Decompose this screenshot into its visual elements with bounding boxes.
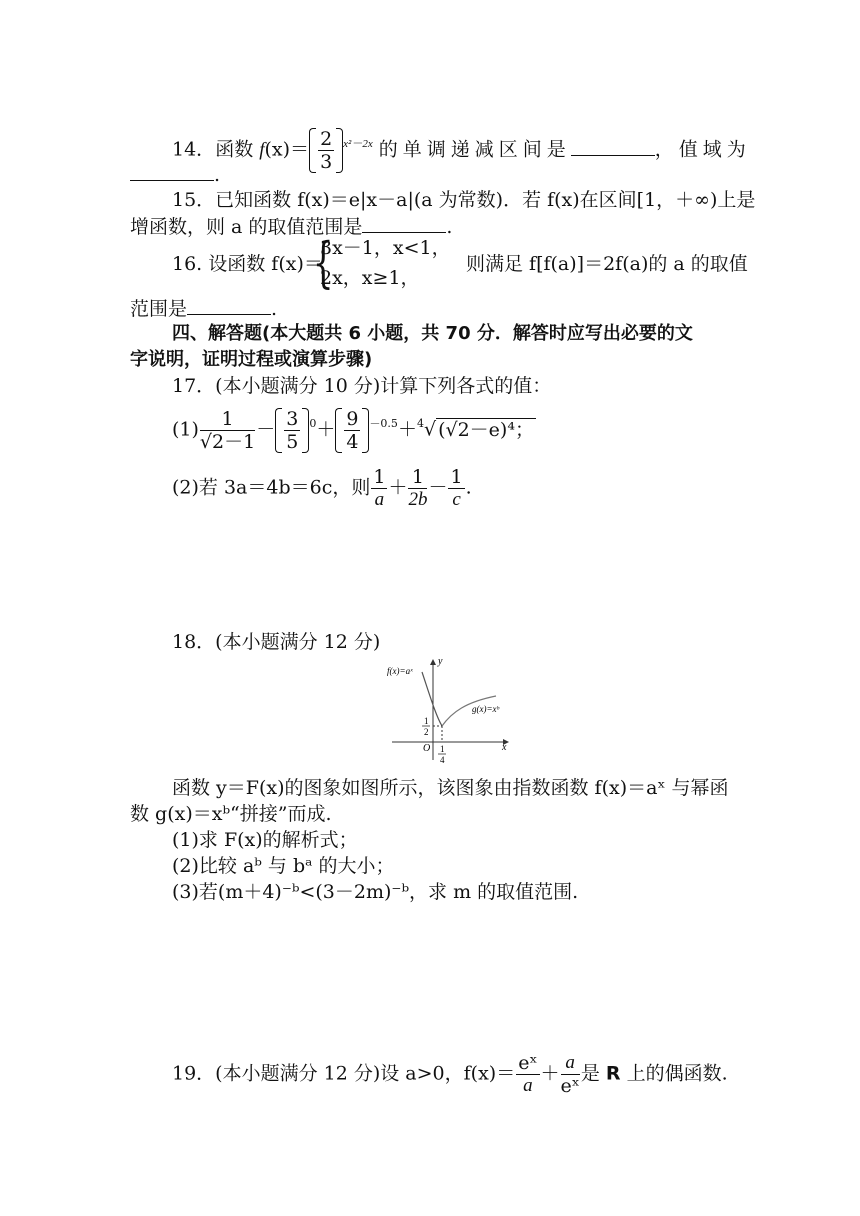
q18-sub1: (1)求 F(x)的解析式； [172,829,358,851]
q17-p1-root-sign: √ [423,418,437,441]
q17-p2-f2 [408,466,427,511]
q17-p1-f1-den: 5 [286,431,299,453]
q17-p1-f1 [275,408,309,453]
q14-line2 [130,162,220,187]
q14-blank-1[interactable] [571,137,655,156]
q17-p2-f3-num: 1 [450,466,463,488]
q16-end: . [271,298,278,320]
q17-part2: (2)若 3a＝4b＝6c，则 $\frac{1}{a}$ ＋ $\frac{1}{2b}$ － $\frac{1}{c}$ . [172,466,472,510]
q14-exponent: x²－2x [343,137,373,150]
q17-p1-den: √2－1 [199,431,256,453]
q14-base-den: 3 [320,151,333,173]
q14-text-c: 的单调递减区间是 [378,138,571,161]
q17-p1-f1-num: 3 [286,408,299,430]
q17-p2-f3 [448,466,464,511]
graph-label-y: y [438,656,443,667]
graph-label-f: f(x)=aˣ [387,666,413,676]
q17-p1-exp0: 0 [309,416,317,430]
section-4-line1: 四、解答题(本大题共 6 小题，共 70 分．解答时应写出必要的文 [172,323,693,344]
question-19: 19．(本小题满分 12 分)设 a>0，f(x)＝ $\frac{\text{eˣ}}{a}$ ＋ $\frac{a}{\text{eˣ}}$ 是 R 上的偶函数. [172,1052,728,1097]
q19-text-c: 上的偶函数. [626,1062,728,1085]
q19-f2-num: a [561,1052,580,1075]
q16-blank[interactable] [187,296,271,315]
q15-blank[interactable] [362,214,446,233]
q16-suffix: 则满足 f[f(a)]＝2f(a)的 a 的取值 [466,253,748,275]
q19-f1 [516,1052,539,1097]
q17-p1-label: (1) [172,418,199,441]
q14-blank-2[interactable] [130,162,214,181]
q17-p2-f1-num: 1 [373,466,386,488]
q14-f: f [259,139,265,161]
q17-p2-end: . [465,476,472,499]
q14-number: 14． [172,138,216,161]
question-16-prefix: 16. 设函数 f(x)＝ [172,253,323,275]
q17-p1-exp1: －0.5 [369,416,398,430]
graph-label-o: O [423,743,431,754]
q17-p2-text: (2)若 3a＝4b＝6c，则 [172,476,371,499]
graph-half-den: 2 [424,727,429,737]
q14-text-e: . [214,164,221,186]
q17-p2-f1 [371,466,387,511]
q16-line2 [130,296,277,321]
q18-desc1: 函数 y＝F(x)的图象如图所示，该图象由指数函数 f(x)＝aˣ 与幂函 [172,777,729,799]
q19-f2-den: eˣ [560,1075,580,1097]
q18-sub2: (2)比较 aᵇ 与 bᵃ 的大小； [172,855,395,877]
q14-base-num: 2 [320,128,333,150]
q19-text-b: 是 [580,1062,600,1085]
q17-part1: (1) $\frac{1}{√2-1}$ － $\frac{3}{5}$ $^0$＋ $\frac{9}{4}$ $^{-0.5}$＋$^4$√ (√2－e)⁴； [172,408,534,453]
q17-p1-num: 1 [200,408,255,431]
q14-text-a: 函数 [215,138,260,161]
q17-p1-f2-num: 9 [346,408,359,430]
q17-p2-f3-den: c [452,489,461,510]
q17-p2-f2-num: 1 [408,466,427,489]
q16-case2: 2x，x≥1， [320,267,420,289]
q17-p1-frac [200,408,255,453]
q15-end: . [446,216,453,238]
q19-bold-r: R [605,1062,621,1085]
q17-p2-f1-den: a [374,489,385,510]
q18-desc2: 数 g(x)＝xᵇ“拼接”而成. [130,803,332,825]
q14-text-d: ，值域为 [654,138,751,161]
question-17-title: 17．(本小题满分 10 分)计算下列各式的值： [172,375,552,397]
q14-base-fraction [309,128,343,173]
q14-text-b: (x)＝ [264,138,310,161]
q19-f1-num: eˣ [518,1052,538,1074]
question-15-line1: 15．已知函数 f(x)＝e|x－a|(a 为常数)．若 f(x)在区间[1，＋∞)上是 [172,189,756,211]
q17-p1-root-index: 4 [416,416,424,430]
q18-sub3: (3)若(m＋4)⁻ᵇ<(3－2m)⁻ᵇ，求 m 的取值范围. [172,881,579,903]
question-18-title: 18．(本小题满分 12 分) [172,631,381,653]
graph-half-num: 1 [424,716,429,726]
section-4-line2: 字说明，证明过程或演算步骤) [130,349,373,370]
graph-quarter-num: 1 [440,744,445,754]
q17-p1-tail: (√2－e)⁴； [438,418,534,441]
graph-quarter-den: 4 [440,755,445,764]
q16-line2-text: 范围是 [130,298,188,320]
q16-case1: 3x－1，x<1， [320,237,451,259]
q18-graph [384,654,514,764]
q17-p1-f2 [335,408,369,453]
q17-p2-f2-den: 2b [408,489,428,510]
q19-f2 [561,1052,580,1097]
q17-p1-f2-den: 4 [346,431,359,453]
question-14 [172,128,751,173]
graph-label-x: x [502,742,507,753]
q19-text-a: 19．(本小题满分 12 分)设 a>0，f(x)＝ [172,1062,516,1085]
q19-f1-den: a [523,1075,533,1096]
graph-label-g: g(x)=xᵇ [472,704,499,714]
q15-line2-text: 增函数，则 a 的取值范围是 [130,216,363,238]
q16-brace: { [312,231,334,294]
